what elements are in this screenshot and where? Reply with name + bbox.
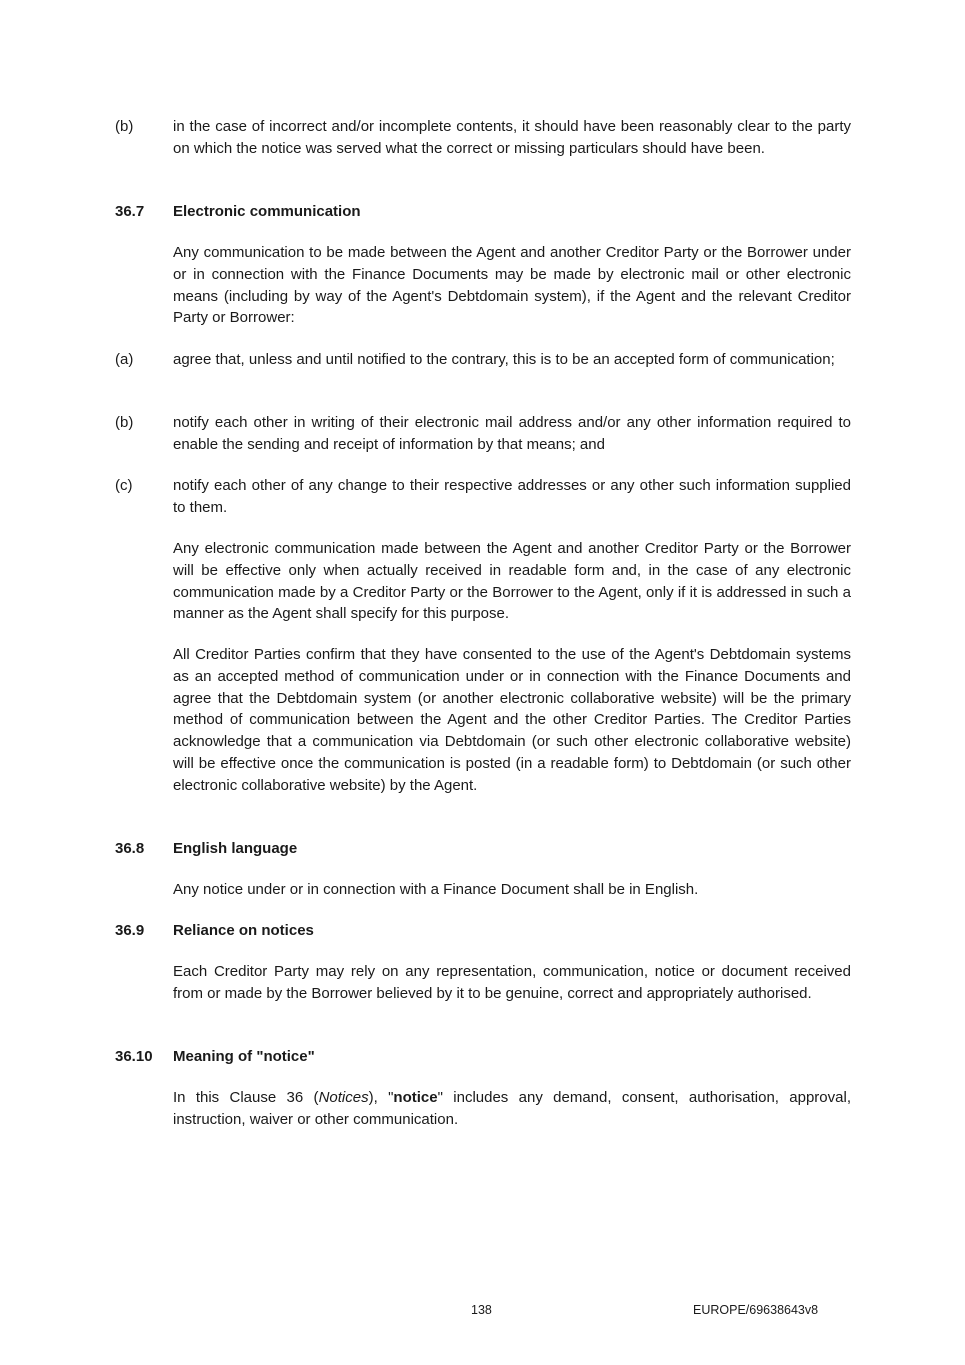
item-label: (a)	[115, 351, 134, 368]
item-label: (b)	[115, 118, 134, 135]
page-number: 138	[471, 1303, 492, 1317]
text-segment: In this Clause 36 (	[173, 1089, 319, 1106]
paragraph-text	[173, 1087, 851, 1131]
paragraph-text: All Creditor Parties confirm that they have consented to the use of the Agent's Debtdomain systems as an accepted method of communication under or in connection with the Finance Documents and agree that the Debtdomain system (or another electronic collaborative website) will be the primary method of communication between the Agent and the other Creditor Parties. The Creditor Parties acknowledge that a communication via Debtdomain (or such other electronic collaborative website) will be effective once the communication is posted (in a readable form) to Debtdomain (or such other electronic collaborative website) by the Agent.	[173, 646, 851, 794]
paragraph-text: Any electronic communication made between the Agent and another Creditor Party or the Borrower will be effective only when actually received in readable form and, in the case of any electronic communication made by a Creditor Party or the Borrower to the Agent, only if it is addressed in such a manner as the Agent shall specify for this purpose.	[173, 540, 851, 623]
section-number: 36.9	[115, 922, 145, 939]
paragraph-text: Any communication to be made between the Agent and another Creditor Party or the Borrower under or in connection with the Finance Documents may be made by electronic mail or other electronic means (including by way of the Agent's Debtdomain system), if the Agent and the relevant Creditor Party or Borrower:	[173, 244, 851, 327]
section-number: 36.8	[115, 840, 145, 857]
section-title: Reliance on notices	[173, 922, 314, 939]
clause-reference: Notices	[318, 1089, 369, 1106]
section-title: Electronic communication	[173, 203, 361, 220]
item-text: in the case of incorrect and/or incomplete contents, it should have been reasonably clear to the party on which the notice was served what the correct or missing particulars should have been.	[173, 118, 851, 157]
section-title: English language	[173, 840, 298, 857]
item-text: notify each other in writing of their electronic mail address and/or any other information required to enable the sending and receipt of information by that means; and	[173, 414, 851, 453]
item-label: (b)	[115, 414, 134, 431]
defined-term: notice	[393, 1089, 438, 1106]
item-label: (c)	[115, 477, 133, 494]
section-title: Meaning of "notice"	[173, 1048, 315, 1065]
text-segment: " includes any demand, consent, authorisation, approval, instruction, waiver or other communication.	[173, 1089, 851, 1128]
item-text: agree that, unless and until notified to the contrary, this is to be an accepted form of communication;	[173, 351, 835, 368]
paragraph-text: Each Creditor Party may rely on any representation, communication, notice or document received from or made by the Borrower believed by it to be genuine, correct and appropriately authorised.	[173, 963, 851, 1002]
text-segment: ), "	[368, 1089, 394, 1106]
section-number: 36.7	[115, 203, 145, 220]
paragraph-text: Any notice under or in connection with a Finance Document shall be in English.	[173, 881, 699, 898]
item-text: notify each other of any change to their respective addresses or any other such information supplied to them.	[173, 477, 851, 516]
document-reference: EUROPE/69638643v8	[693, 1303, 819, 1317]
section-number: 36.10	[115, 1048, 153, 1065]
